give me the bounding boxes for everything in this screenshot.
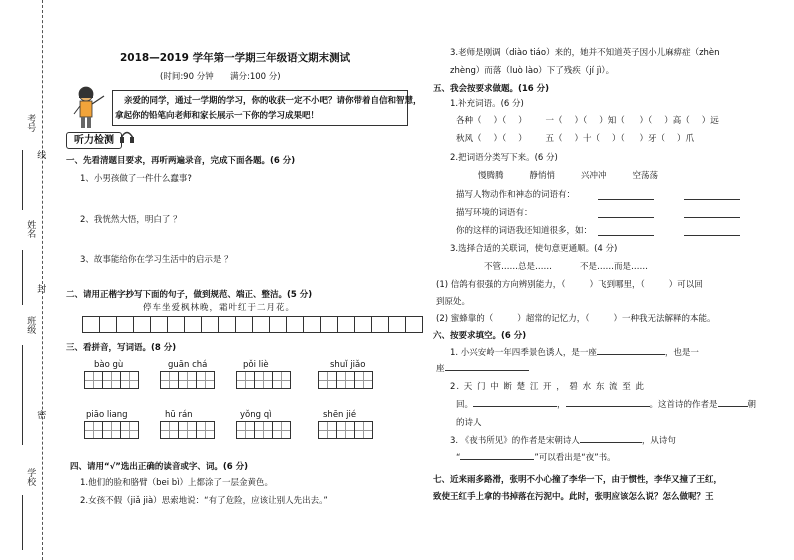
conj-q1-end: 到原处。 [436, 297, 471, 307]
section-6-title: 六、按要求填空。(6 分) [433, 331, 527, 341]
conj-option-1: 不管……总是…… [484, 262, 553, 272]
greeting-line-1: 亲爱的同学，通过一学期的学习，你的收获一定不小吧？请你带着自信和智慧， [124, 96, 422, 106]
s6-question-3-end: “ ”可以看出是“夜”书。 [456, 453, 616, 463]
name-underline [22, 250, 23, 305]
s4-question-2: 2.女孩不假（jiǎ jià）思索地说：“有了危险，应该让别人先出去。” [80, 496, 328, 506]
greeting-line-2: 拿起你的铅笔向老师和家长展示一下你的学习成果吧！ [115, 111, 320, 121]
school-label: 学校 [25, 468, 36, 486]
pinyin-4: shuǐ jiǎo [330, 360, 366, 370]
s6-question-2-mid: 回。 ， 。这首诗的作者是 朝 [456, 400, 757, 410]
conj-q1: (1) 信鸽有很强的方向辨别能力，（ ）飞到哪里，（ ）可以回 [436, 280, 703, 290]
seat-underline [22, 150, 23, 210]
fill-row-1: 各种（ ）（ ） 一（ ）（ ）知（ ）（ ）高（ ）远 [456, 116, 719, 126]
classify-line-2: 描写环境的词语有： [456, 208, 533, 218]
section-4-title: 四、请用“√”选出正确的读音或字、词。(6 分) [70, 462, 248, 472]
pinyin-5: piāo liang [86, 410, 128, 420]
s1-question-2: 2、我恍然大悟，明白了 ？ [80, 215, 182, 225]
pinyin-2: guān chá [168, 360, 208, 370]
s5-question-3: 3.选择合适的关联词，使句意更通顺。(4 分) [450, 244, 618, 254]
seal-char: 封 [35, 284, 46, 293]
classify-line-1: 描写人物动作和神态的词语有： [456, 190, 576, 200]
exam-title: 2018—2019 学年第一学期三年级语文期末测试 [120, 52, 351, 64]
conj-option-2: 不是……而是…… [580, 262, 649, 272]
section-7-line-1: 七、近来雨多路滑，张明不小心撞了李华一下，由于惯性，李华又撞了王红， [433, 475, 723, 485]
seal-line-char: 线 [35, 150, 46, 159]
classify-line-3: 你的这样的词语我还知道很多，如： [456, 226, 593, 236]
s6-question-1: 1. 小兴安岭一年四季景色诱人，是一座 ，也是一 [450, 348, 699, 358]
pinyin-1: bào gù [94, 360, 124, 370]
secret-char: 密 [35, 410, 46, 419]
pinyin-3: pǒi liè [243, 360, 269, 370]
s1-question-3: 3、故事能给你在学习生活中的启示是 ？ [80, 255, 233, 265]
s6-question-1-end: 座 [436, 364, 529, 375]
conj-q2: (2) 蜜蜂靠的（ ）超常的记忆力，（ ）一种我无法解释的本能。 [436, 314, 716, 324]
pinyin-6: hū rán [165, 410, 193, 420]
seat-number-label: 考号 [25, 114, 36, 132]
blank-cls2-a[interactable] [598, 217, 654, 218]
binding-line [42, 0, 43, 560]
exam-score: 满分:100 分) [230, 72, 281, 82]
answer-box-6[interactable] [160, 421, 214, 439]
blank-cls1-a[interactable] [598, 199, 654, 200]
blank-cls3-b[interactable] [684, 235, 740, 236]
exam-time: (时间:90 分钟 [160, 72, 214, 82]
answer-box-8[interactable] [318, 421, 372, 439]
listening-badge: 听力检测 [66, 132, 122, 149]
s5-question-2: 2.把词语分类写下来。(6 分) [450, 153, 558, 163]
headphone-icon [118, 127, 136, 145]
pinyin-7: yǒng qì [240, 410, 272, 420]
s6-question-2: 2. 天 门 中 断 楚 江 开 ， 碧 水 东 流 至 此 [450, 382, 645, 392]
s6-question-2-end: 的诗人 [456, 418, 482, 428]
s4-question-3b: zhèng）而落（luò lào）下了残疾（jí jì）。 [450, 66, 615, 76]
copy-grid[interactable] [82, 316, 422, 333]
answer-box-1[interactable] [84, 371, 138, 389]
section-7-line-2: 致使王红手上拿的书掉落在污泥中。此时，张明应该怎么说？怎么做呢？王 [433, 492, 714, 502]
school-underline [22, 495, 23, 550]
answer-box-7[interactable] [236, 421, 290, 439]
answer-box-3[interactable] [236, 371, 290, 389]
fill-row-2: 秋风（ ）（ ） 五（ ）十（ ）（ ）牙（ ）爪 [456, 134, 695, 144]
pinyin-8: shēn jié [323, 410, 357, 420]
section-5-title: 五、我会按要求做题。(16 分) [433, 84, 550, 94]
class-underline [22, 345, 23, 445]
section-1-title: 一、先看清题目要求，再听两遍录音，完成下面各题。(6 分) [66, 156, 296, 166]
s6-question-3: 3. 《夜书所见》的作者是宋朝诗人 ，从诗句 [450, 436, 676, 446]
class-label: 班级 [25, 316, 36, 334]
answer-box-4[interactable] [318, 371, 372, 389]
blank-cls3-a[interactable] [598, 235, 654, 236]
copy-sentence: 停车坐爱枫林晚，霜叶红于二月花。 [143, 303, 296, 313]
section-2-title: 二、请用正楷字抄写下面的句子，做到规范、端正、整洁。(5 分) [66, 290, 313, 300]
girl-illustration [66, 84, 110, 130]
section-3-title: 三、看拼音，写词语。(8 分) [66, 343, 177, 353]
blank-cls2-b[interactable] [684, 217, 740, 218]
s4-question-3a: 3.老师是刚调（diào tiáo）来的，她并不知道英子因小儿麻痹症（zhèn [450, 48, 720, 58]
answer-box-5[interactable] [84, 421, 138, 439]
blank-cls1-b[interactable] [684, 199, 740, 200]
s5-question-1: 1.补充词语。(6 分) [450, 99, 524, 109]
s4-question-1: 1.他们的脸和胳臂（bei bì）上都涂了一层金黄色。 [80, 478, 274, 488]
name-label: 姓名 [25, 220, 36, 238]
answer-box-2[interactable] [160, 371, 214, 389]
word-list: 慢腾腾 静悄悄 兴冲冲 空荡荡 [478, 171, 659, 181]
s1-question-1: 1、小男孩做了一件什么蠢事? [80, 174, 192, 184]
